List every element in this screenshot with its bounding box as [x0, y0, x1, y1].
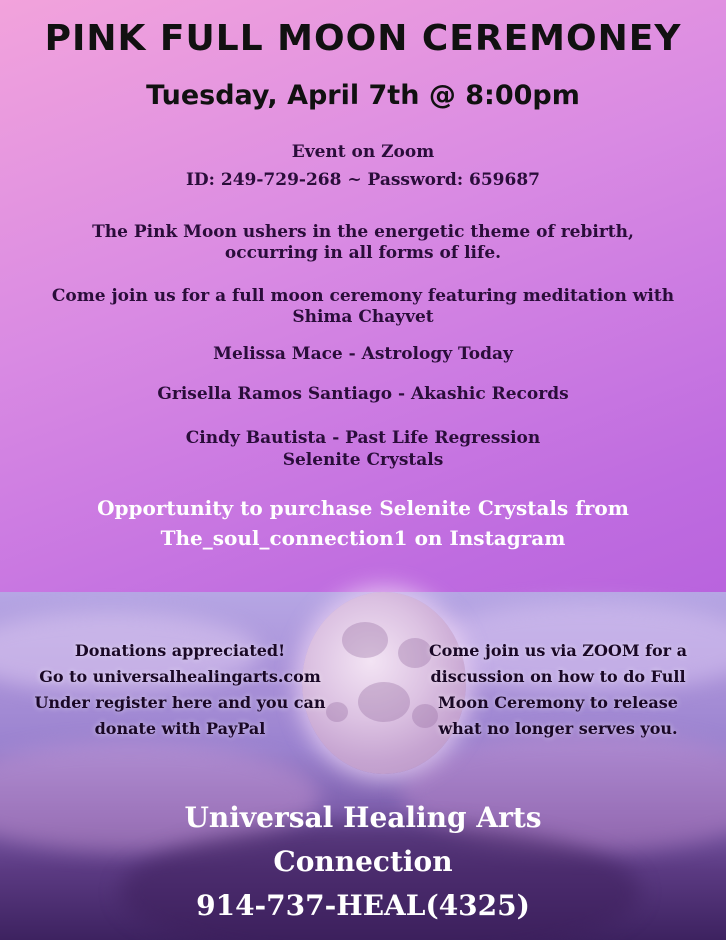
donations-line: Donations appreciated! — [74, 641, 286, 660]
zoom-event-label: Event on Zoom — [291, 142, 435, 162]
donations-line: donate with PayPal — [94, 719, 266, 738]
ceremony-line-2: Shima Chayvet — [292, 307, 434, 327]
ceremony-line-1: Come join us for a full moon ceremony featuring meditation with — [51, 286, 675, 306]
page-title: PINK FULL MOON CEREMONEY — [44, 18, 682, 59]
organizer-name-line-2: Connection — [273, 845, 453, 878]
zoom-invite-line: discussion on how to do Full — [430, 667, 686, 686]
purchase-line-1: Opportunity to purchase Selenite Crystals from — [97, 496, 629, 520]
speaker-item: Melissa Mace - Astrology Today — [213, 344, 513, 364]
intro-line-1: The Pink Moon ushers in the energetic theme of rebirth, — [92, 222, 634, 242]
zoom-invite-line: Moon Ceremony to release — [438, 693, 678, 712]
organizer-name: Universal Healing Arts — [184, 801, 542, 834]
zoom-invite-line: Come join us via ZOOM for a — [428, 641, 688, 660]
phone-number: 914-737-HEAL(4325) — [196, 889, 530, 922]
donations-line: Go to universalhealingarts.com — [39, 667, 321, 686]
zoom-invite-line: what no longer serves you. — [438, 719, 678, 738]
zoom-credentials: ID: 249-729-268 ~ Password: 659687 — [185, 170, 540, 190]
purchase-line-2: The_soul_connection1 on Instagram — [160, 526, 566, 550]
speaker-item: Grisella Ramos Santiago - Akashic Records — [157, 384, 569, 404]
intro-line-2: occurring in all forms of life. — [224, 243, 502, 263]
donations-line: Under register here and you can — [34, 693, 326, 712]
speaker-item: Cindy Bautista - Past Life Regression — [185, 428, 541, 448]
donations-block — [20, 638, 340, 742]
event-date: Tuesday, April 7th @ 8:00pm — [146, 80, 580, 111]
selenite-label: Selenite Crystals — [282, 450, 444, 470]
zoom-invite-block — [408, 638, 708, 742]
